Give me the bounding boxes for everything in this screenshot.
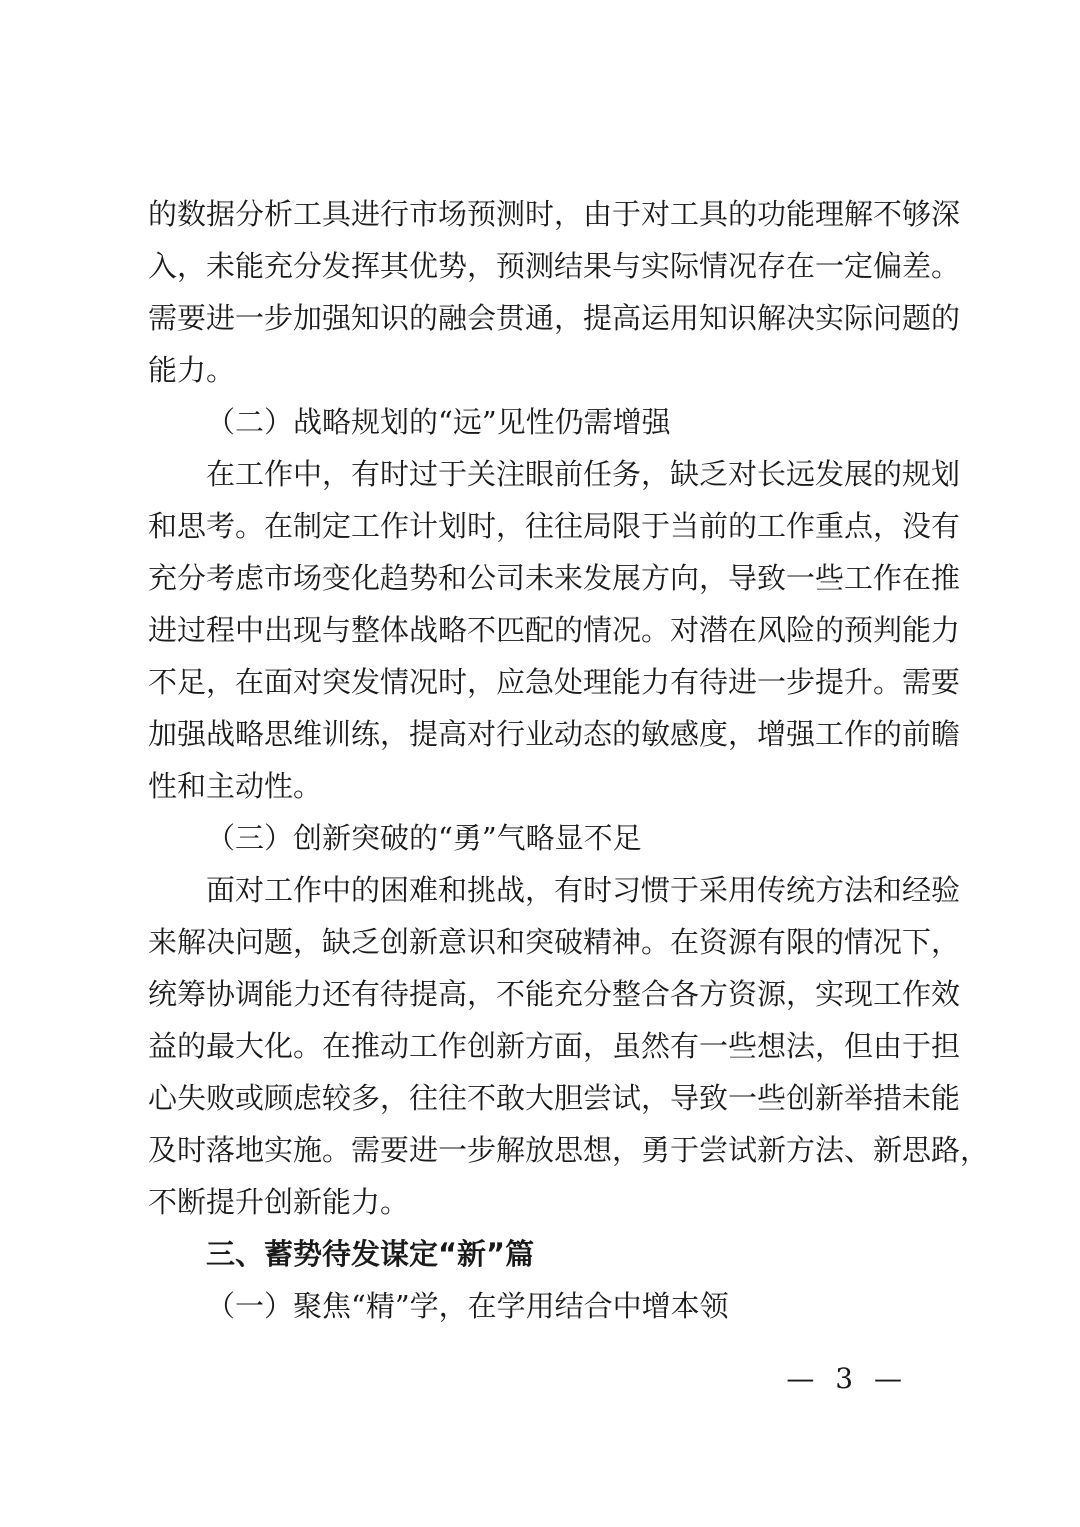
text-line: 进过程中出现与整体战略不匹配的情况。对潜在风险的预判能力: [148, 613, 961, 647]
text-line: 和思考。在制定工作计划时，往往局限于当前的工作重点，没有: [148, 509, 961, 543]
document-body: [148, 188, 990, 1332]
text-line: 统筹协调能力还有待提高，不能充分整合各方资源，实现工作效: [148, 977, 961, 1011]
page-number: — 3 —: [786, 1362, 908, 1395]
text-line: 的数据分析工具进行市场预测时，由于对工具的功能理解不够深: [148, 197, 961, 231]
text-line: 需要进一步加强知识的融会贯通，提高运用知识解决实际问题的: [148, 301, 961, 335]
text-line: 入，未能充分发挥其优势，预测结果与实际情况存在一定偏差。: [148, 249, 961, 283]
text-line: 性和主动性。: [148, 769, 323, 803]
text-line: 不断提升创新能力。: [148, 1185, 410, 1219]
text-line: 益的最大化。在推动工作创新方面，虽然有一些想法，但由于担: [148, 1029, 961, 1063]
text-line: 能力。: [148, 353, 236, 387]
subheading-innovation: （三）创新突破的“勇”气略显不足: [206, 821, 642, 855]
paragraph-2: [148, 448, 961, 812]
text-line: 加强战略思维训练，提高对行业动态的敏感度，增强工作的前瞻: [148, 717, 961, 751]
text-line: 面对工作中的困难和挑战，有时习惯于采用传统方法和经验: [206, 873, 961, 907]
paragraph-1: [148, 188, 961, 396]
paragraph-3: [148, 864, 990, 1228]
section-heading: 三、蓄势待发谋定“新”篇: [206, 1237, 535, 1271]
text-line: 及时落地实施。需要进一步解放思想，勇于尝试新方法、新思路，: [148, 1133, 990, 1167]
text-line: 来解决问题，缺乏创新意识和突破精神。在资源有限的情况下，: [148, 925, 961, 959]
text-line: 不足，在面对突发情况时，应急处理能力有待进一步提升。需要: [148, 665, 961, 699]
text-line: 心失败或顾虑较多，往往不敢大胆尝试，导致一些创新举措未能: [148, 1081, 961, 1115]
text-line: 在工作中，有时过于关注眼前任务，缺乏对长远发展的规划: [206, 457, 961, 491]
text-line: 充分考虑市场变化趋势和公司未来发展方向，导致一些工作在推: [148, 561, 961, 595]
subheading-focused-learning: （一）聚焦“精”学，在学用结合中增本领: [206, 1289, 729, 1323]
subheading-strategic-planning: （二）战略规划的“远”见性仍需增强: [206, 405, 671, 439]
